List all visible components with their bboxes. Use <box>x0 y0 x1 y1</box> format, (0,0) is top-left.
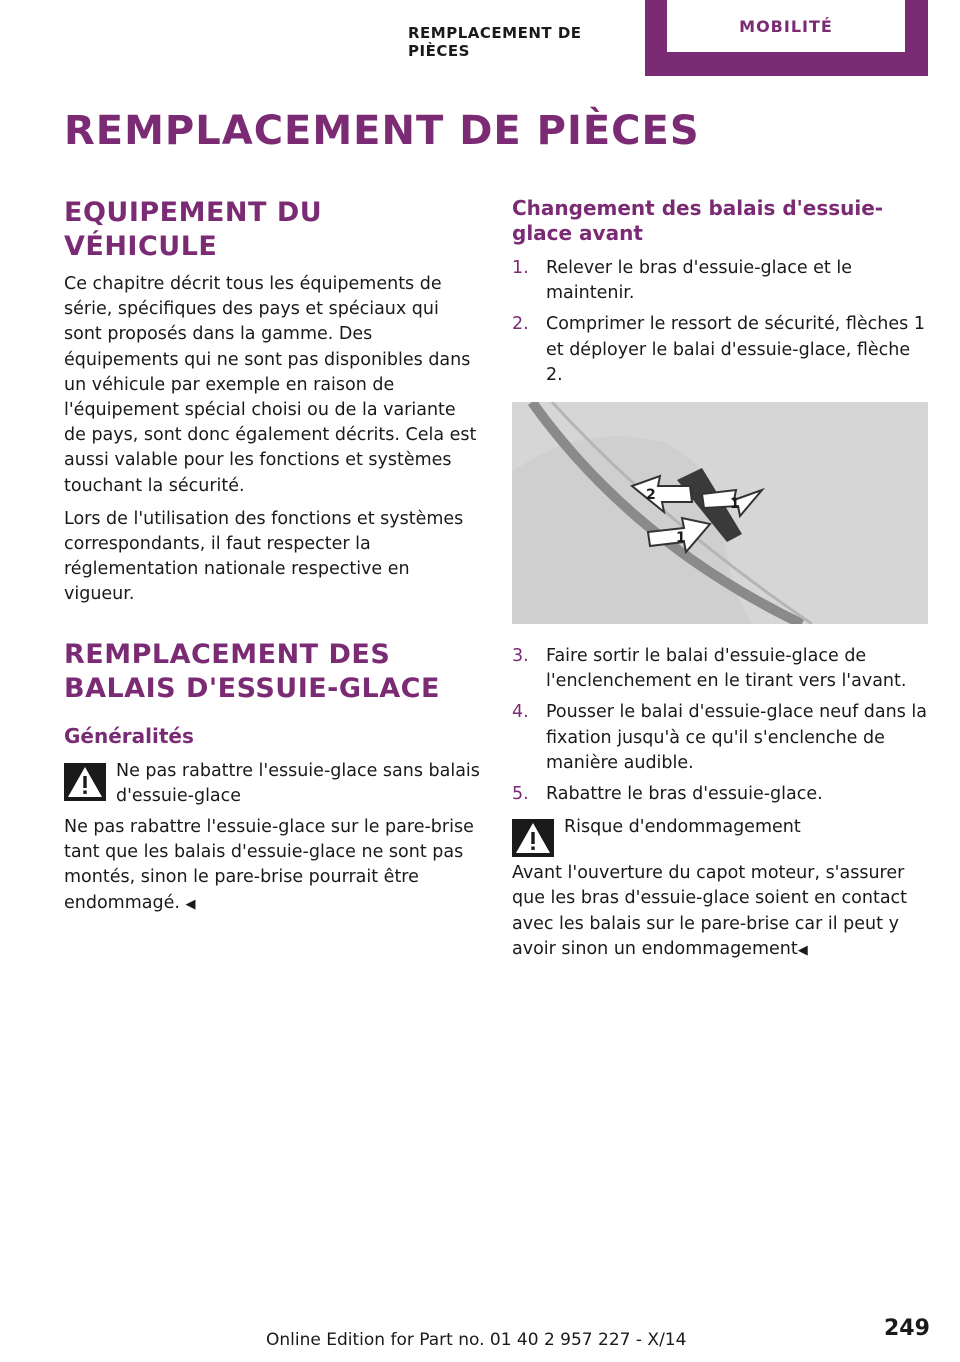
warning-block <box>64 759 480 809</box>
page-title: REMPLACEMENT DE PIÈCES <box>64 108 700 154</box>
step-number: 3. <box>512 646 529 667</box>
step-item <box>512 312 928 388</box>
change-wiper-heading: Changement des balais d'essuie-glace avant <box>512 196 884 245</box>
header-chapter-tab-inner <box>667 0 905 52</box>
step-text: Pousser le balai d'essuie-glace neuf dans la fixation jusqu'à ce qu'il s'enclenche de manière audible. <box>546 702 927 773</box>
step-item <box>512 700 928 776</box>
warning-block <box>512 815 928 855</box>
step-text: Relever le bras d'essuie-glace et le maintenir. <box>546 258 852 304</box>
step-text: Comprimer le ressort de sécurité, flèches 1 et déployer le balai d'essuie-glace, flèche 2. <box>546 314 925 385</box>
left-column <box>64 196 480 925</box>
step-text: Rabattre le bras d'essuie-glace. <box>546 784 823 805</box>
step-number: 5. <box>512 784 529 805</box>
step-number: 2. <box>512 314 529 335</box>
page-header <box>0 0 960 76</box>
warning-title: Ne pas rabattre l'essuie-glace sans balais d'essuie-glace <box>116 760 480 806</box>
warning-icon <box>512 819 554 857</box>
equipment-paragraph-2: Lors de l'utilisation des fonctions et systèmes correspondants, il faut respecter la réglementation nationale respective en vigueur. <box>64 508 464 605</box>
wiper-replacement-heading: REMPLACEMENT DES BALAIS D'ESSUIE-GLACE <box>64 638 440 704</box>
warning-body <box>64 815 480 917</box>
step-item <box>512 256 928 306</box>
header-chapter-tab[interactable] <box>645 0 928 76</box>
wiper-figure <box>512 402 928 624</box>
steps-list-a <box>512 256 928 388</box>
step-text: Faire sortir le balai d'essuie-glace de l'enclenchement en le tirant vers l'avant. <box>546 646 907 692</box>
warning-icon <box>64 763 106 801</box>
end-mark: ◀ <box>797 942 808 958</box>
general-heading: Généralités <box>64 723 194 748</box>
figure-label: 1 <box>676 530 686 547</box>
step-item <box>512 644 928 694</box>
header-section-title: REMPLACEMENT DE PIÈCES <box>408 24 582 60</box>
end-mark: ◀ <box>185 896 196 912</box>
warning-body <box>512 861 928 963</box>
step-item <box>512 782 928 807</box>
page-number: 249 <box>884 1316 930 1341</box>
step-number: 1. <box>512 258 529 278</box>
footer-edition: Online Edition for Part no. 01 40 2 957 227 - X/14 <box>266 1330 687 1350</box>
step-number: 4. <box>512 702 529 723</box>
equipment-paragraph-1: Ce chapitre décrit tous les équipements de série, spécifiques des pays et spéciaux qui sont proposés dans la gamme. Des équipements qui ne sont pas disponibles dans un véhicule par exemple en raison de l'équipement spécial choisi ou de la variante de pays, sont donc également décrits. Cela est aussi valable pour les fonctions et systèmes touchant la sécurité. <box>64 274 477 496</box>
equipment-heading: EQUIPEMENT DU VÉHICULE <box>64 197 323 262</box>
warning-title: Risque d'endommagement <box>564 817 801 838</box>
figure-label: 2 <box>646 487 656 504</box>
warning-body-text: Avant l'ouverture du capot moteur, s'assurer que les bras d'essuie-glace soient en contact avec les balais sur le pare-brise car il peut y avoir sinon un endommagement <box>512 863 908 959</box>
figure-label: 1 <box>730 496 740 513</box>
header-chapter-tab-label: MOBILITÉ <box>739 16 833 36</box>
steps-list-b <box>512 644 928 807</box>
warning-body-text: Ne pas rabattre l'essuie-glace sur le pare-brise tant que les balais d'essuie-glace ne sont pas montés, sinon le pare-brise pourrait être endommagé. <box>64 817 474 913</box>
right-column <box>512 196 928 971</box>
